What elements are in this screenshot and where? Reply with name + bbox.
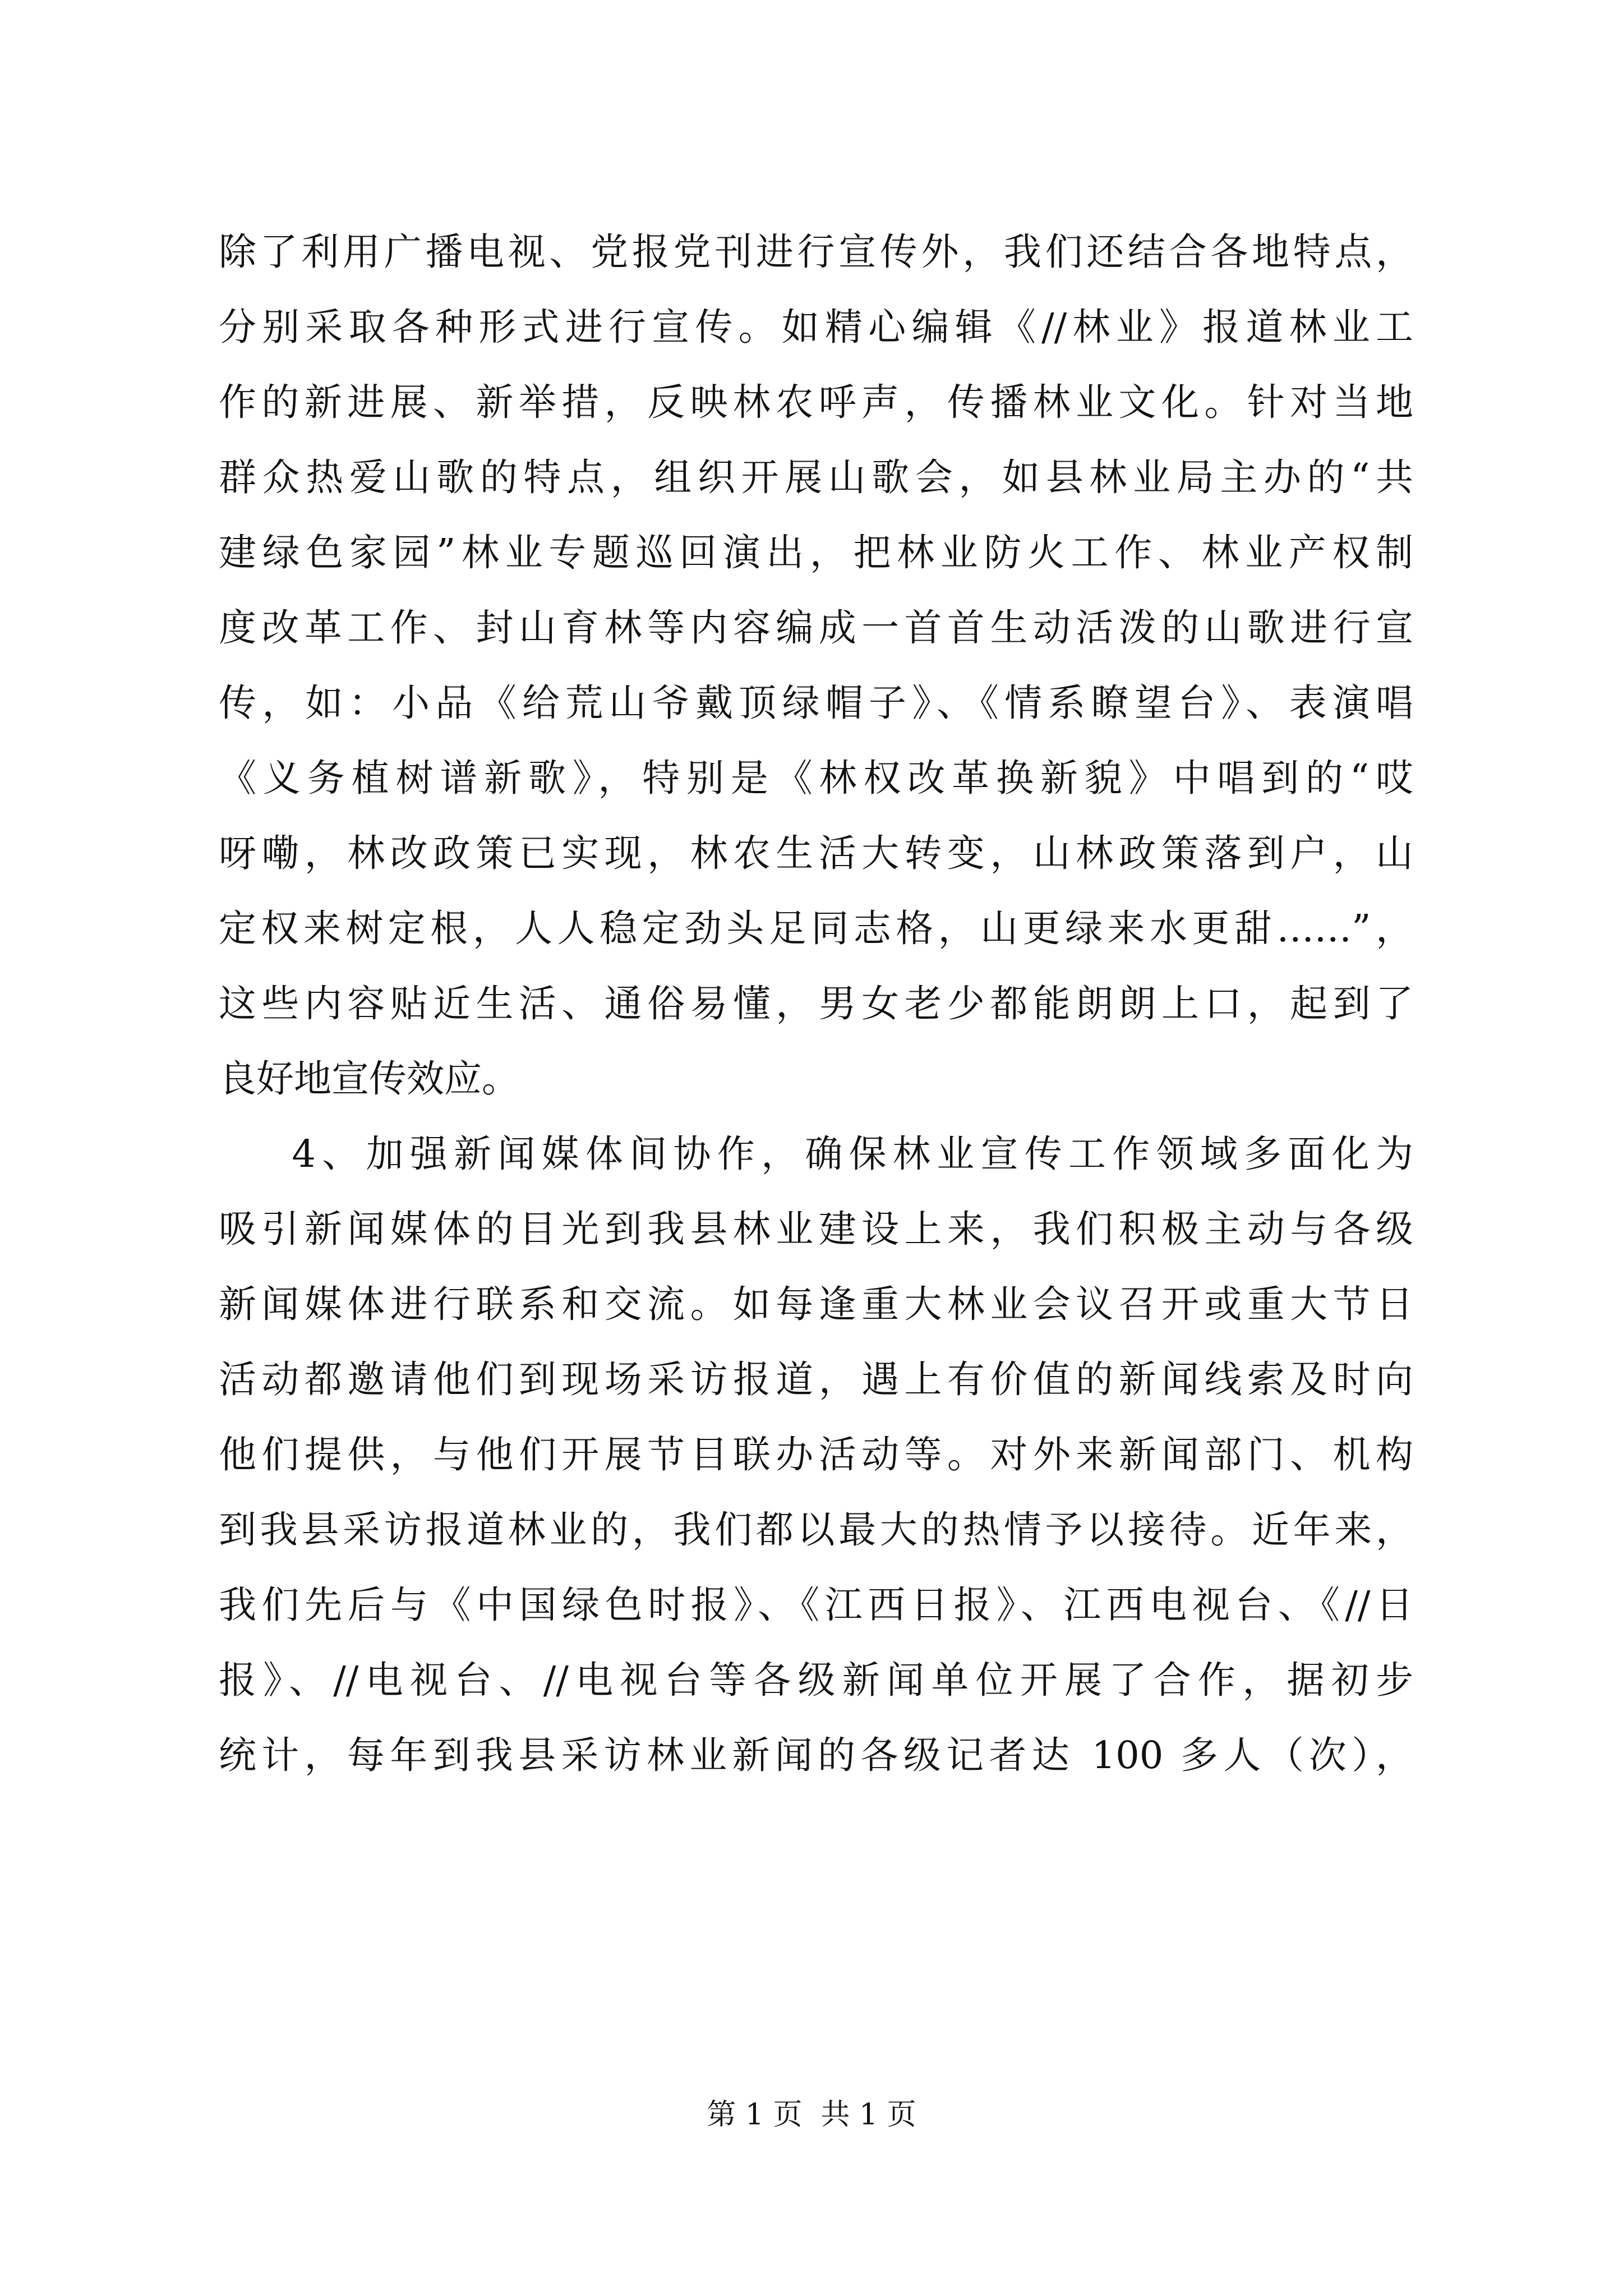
text-line: 这些内容贴近生活、通俗易懂，男女老少都能朗朗上口，起到了 xyxy=(219,982,1413,1025)
text-line: 《义务植树谱新歌》，特别是《林权改革换新貌》中唱到的“哎 xyxy=(219,756,1413,800)
text-line: 我们先后与《中国绿色时报》、《江西日报》、江西电视台、《//日 xyxy=(219,1583,1413,1627)
text-line: 统计，每年到我县采访林业新闻的各级记者达 100 多人（次）， xyxy=(219,1733,1413,1777)
text-line: 呀嘞，林改政策已实现，林农生活大转变，山林政策落到户，山 xyxy=(219,831,1413,875)
page-footer: 第 1 页 共 1 页 xyxy=(707,2098,916,2132)
body-text xyxy=(219,214,1413,1793)
text-line: 他们提供，与他们开展节目联办活动等。对外来新闻部门、机构 xyxy=(219,1433,1413,1476)
text-line: 建绿色家园”林业专题巡回演出，把林业防火工作、林业产权制 xyxy=(219,531,1413,574)
paragraph xyxy=(219,1116,1413,1793)
text-line: 定权来树定根，人人稳定劲头足同志格，山更绿来水更甜……”， xyxy=(219,907,1413,950)
text-line: 度改革工作、封山育林等内容编成一首首生动活泼的山歌进行宣 xyxy=(219,606,1413,650)
text-line: 活动都邀请他们到现场采访报道，遇上有价值的新闻线索及时向 xyxy=(219,1358,1413,1401)
text-line: 传，如：小品《给荒山爷戴顶绿帽子》、《情系瞭望台》、表演唱 xyxy=(219,681,1413,725)
text-line: 分别采取各种形式进行宣传。如精心编辑《//林业》报道林业工 xyxy=(219,305,1413,349)
text-line: 群众热爱山歌的特点，组织开展山歌会，如县林业局主办的“共 xyxy=(219,455,1413,499)
text-line: 到我县采访报道林业的，我们都以最大的热情予以接待。近年来， xyxy=(219,1508,1413,1552)
text-line: 作的新进展、新举措，反映林农呼声，传播林业文化。针对当地 xyxy=(219,380,1413,424)
text-line: 4、加强新闻媒体间协作，确保林业宣传工作领域多面化为 xyxy=(219,1132,1413,1176)
paragraph xyxy=(219,214,1413,1116)
text-line: 新闻媒体进行联系和交流。如每逢重大林业会议召开或重大节日 xyxy=(219,1282,1413,1326)
text-line: 吸引新闻媒体的目光到我县林业建设上来，我们积极主动与各级 xyxy=(219,1207,1413,1251)
text-line: 除了利用广播电视、党报党刊进行宣传外，我们还结合各地特点， xyxy=(219,230,1413,274)
text-line: 良好地宣传效应。 xyxy=(219,1057,519,1101)
text-line: 报》、//电视台、//电视台等各级新闻单位开展了合作，据初步 xyxy=(219,1658,1413,1702)
